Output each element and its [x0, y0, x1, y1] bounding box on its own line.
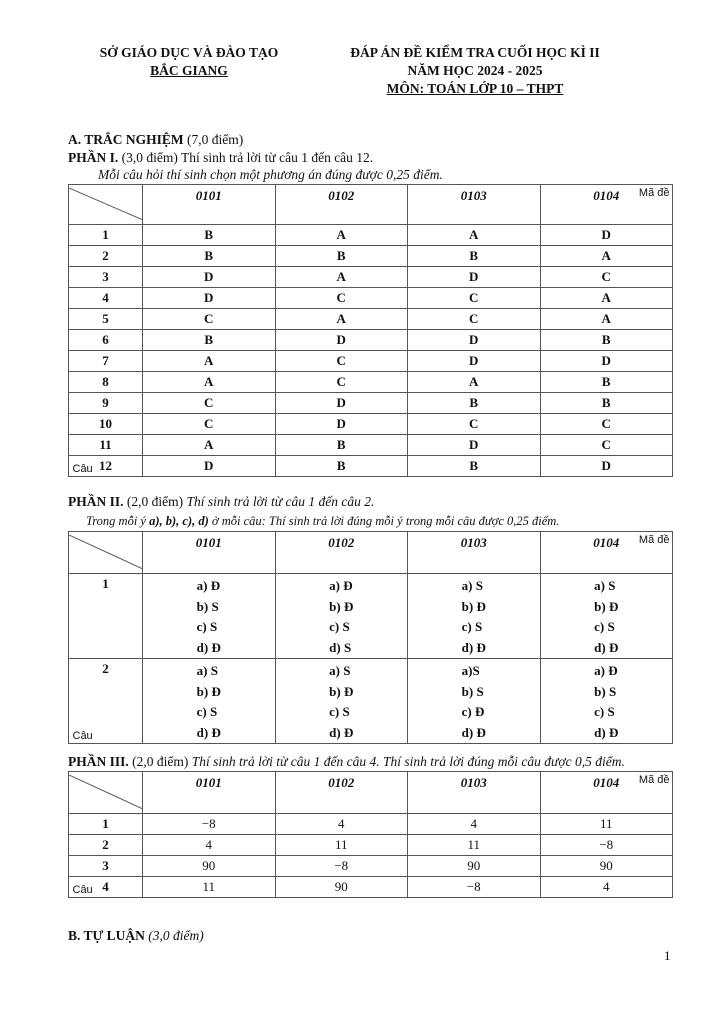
statement-answer: d) Đ	[196, 724, 221, 740]
answer-cell: A	[275, 309, 408, 330]
answer-cell: B	[540, 393, 673, 414]
answer-cell	[408, 659, 541, 744]
question-number: 10	[69, 414, 143, 435]
answer-cell: −8	[540, 835, 673, 856]
answer-cell: B	[143, 246, 276, 267]
question-number: 1	[69, 814, 143, 835]
table-corner: Mã đề Câu	[69, 532, 143, 574]
answer-cell	[143, 659, 276, 744]
answer-cell: C	[408, 414, 541, 435]
table-corner: Mã đề Câu	[69, 185, 143, 225]
answer-cell: D	[540, 225, 673, 246]
question-number: 1	[69, 574, 143, 659]
header-left	[84, 44, 294, 80]
answer-cell: D	[408, 351, 541, 372]
exam-title: ĐÁP ÁN ĐỀ KIỂM TRA CUỐI HỌC KÌ II	[350, 45, 600, 60]
statement-answer: c) S	[196, 704, 218, 719]
code-header: 0101	[143, 772, 276, 814]
table-row	[69, 456, 673, 477]
statement-answer: d) Đ	[196, 639, 221, 655]
answer-cell: A	[143, 435, 276, 456]
code-header: 0101	[143, 532, 276, 574]
question-number: 11	[69, 435, 143, 456]
part1-note: Mỗi câu hỏi thí sinh chọn một phương án đúng được 0,25 điểm.	[98, 167, 443, 182]
table-row	[69, 835, 673, 856]
code-header: 0101	[143, 185, 276, 225]
answer-cell: A	[275, 225, 408, 246]
section-a-heading: A. TRẮC NGHIỆM (7,0 điểm)	[68, 132, 244, 147]
statement-answer: a)S	[461, 663, 480, 678]
question-number: 5	[69, 309, 143, 330]
answer-cell: B	[408, 456, 541, 477]
answer-cell: D	[143, 456, 276, 477]
answer-cell	[143, 574, 276, 659]
answer-cell: 90	[143, 856, 276, 877]
part1-answer-table	[68, 184, 673, 477]
part1-heading: PHẦN I. (3,0 điểm) Thí sinh trả lời từ câu 1 đến câu 12.	[68, 150, 374, 165]
answer-cell: C	[143, 309, 276, 330]
answer-cell: A	[408, 372, 541, 393]
part3-heading: PHẦN III. (2,0 điểm) Thí sinh trả lời từ câu 1 đến câu 4. Thí sinh trả lời đúng mỗi câu được 0,5 điểm.	[68, 754, 625, 769]
part2-answer-table	[68, 531, 673, 744]
answer-cell: 4	[275, 814, 408, 835]
question-number: 8	[69, 372, 143, 393]
statement-answer: d) Đ	[461, 724, 486, 740]
header-right	[330, 44, 620, 98]
answer-cell: D	[275, 414, 408, 435]
code-header: 0102	[275, 772, 408, 814]
answer-cell: B	[408, 393, 541, 414]
answer-cell: D	[143, 288, 276, 309]
code-header: 0104	[540, 185, 673, 225]
answer-cell: B	[540, 330, 673, 351]
answer-cell: 11	[540, 814, 673, 835]
statement-answer: b) Đ	[196, 683, 221, 699]
part2-note: Trong mỗi ý a), b), c), d) ở mỗi câu: Thí sinh trả lời đúng mỗi ý trong mỗi câu được 0,25 điểm.	[86, 514, 560, 528]
part2-heading: PHẦN II. (2,0 điểm) Thí sinh trả lời từ câu 1 đến câu 2.	[68, 494, 375, 509]
question-number: 12	[69, 456, 143, 477]
answer-cell: 11	[275, 835, 408, 856]
answer-cell: B	[143, 330, 276, 351]
table-row	[69, 246, 673, 267]
answer-cell	[540, 659, 673, 744]
answer-cell: C	[540, 267, 673, 288]
table-row	[69, 288, 673, 309]
answer-cell: C	[408, 288, 541, 309]
table-row	[69, 877, 673, 898]
answer-cell: D	[408, 435, 541, 456]
answer-cell: 4	[540, 877, 673, 898]
answer-cell: D	[275, 330, 408, 351]
part3-answer-table	[68, 771, 673, 898]
answer-cell	[275, 574, 408, 659]
answer-cell: A	[540, 246, 673, 267]
statement-answer: d) Đ	[461, 639, 486, 655]
statement-answer: d) Đ	[329, 724, 354, 740]
answer-cell: C	[275, 351, 408, 372]
table-row	[69, 574, 673, 659]
answer-cell: D	[275, 393, 408, 414]
answer-cell: 11	[408, 835, 541, 856]
answer-cell: A	[408, 225, 541, 246]
answer-cell: C	[143, 393, 276, 414]
statement-answer: b) S	[196, 598, 219, 614]
answer-cell: B	[143, 225, 276, 246]
section-a-points: (7,0 điểm)	[187, 132, 244, 147]
code-header: 0103	[408, 532, 541, 574]
code-header: 0104	[540, 772, 673, 814]
section-b-heading: B. TỰ LUẬN (3,0 điểm)	[68, 928, 204, 943]
answer-cell: D	[143, 267, 276, 288]
table-row	[69, 351, 673, 372]
question-number: 2	[69, 835, 143, 856]
answer-cell: 90	[540, 856, 673, 877]
answer-cell: B	[540, 372, 673, 393]
table-row	[69, 225, 673, 246]
question-number: 2	[69, 659, 143, 744]
answer-cell: D	[540, 351, 673, 372]
statement-answer: c) S	[594, 704, 615, 719]
answer-cell: C	[275, 372, 408, 393]
answer-cell	[275, 659, 408, 744]
statement-answer: c) S	[329, 704, 350, 719]
statement-answer: c) S	[594, 619, 615, 634]
question-number: 2	[69, 246, 143, 267]
answer-cell: A	[275, 267, 408, 288]
statement-answer: d) Đ	[594, 639, 619, 655]
question-number: 4	[69, 877, 143, 898]
statement-answer: a) Đ	[594, 663, 618, 678]
answer-cell: 11	[143, 877, 276, 898]
answer-cell: −8	[143, 814, 276, 835]
answer-cell: 4	[408, 814, 541, 835]
answer-cell: 90	[275, 877, 408, 898]
statement-answer: a) S	[594, 578, 616, 593]
subject-line: MÔN: TOÁN LỚP 10 – THPT	[386, 81, 564, 96]
answer-cell: D	[408, 267, 541, 288]
table-row	[69, 309, 673, 330]
statement-answer: b) Đ	[461, 598, 486, 614]
table-row	[69, 267, 673, 288]
answer-cell: 4	[143, 835, 276, 856]
answer-cell: B	[275, 246, 408, 267]
answer-cell: A	[540, 309, 673, 330]
code-header: 0102	[275, 532, 408, 574]
statement-answer: b) Đ	[329, 683, 354, 699]
department-name: SỞ GIÁO DỤC VÀ ĐÀO TẠO	[99, 45, 279, 60]
code-header: 0102	[275, 185, 408, 225]
statement-answer: a) S	[196, 663, 218, 678]
table-row	[69, 372, 673, 393]
question-number: 7	[69, 351, 143, 372]
table-row	[69, 659, 673, 744]
answer-cell: B	[275, 435, 408, 456]
answer-cell: −8	[275, 856, 408, 877]
question-number: 1	[69, 225, 143, 246]
code-header: 0103	[408, 185, 541, 225]
answer-cell: B	[408, 246, 541, 267]
question-number: 3	[69, 856, 143, 877]
code-header: 0104	[540, 532, 673, 574]
statement-answer: c) Đ	[461, 704, 485, 719]
answer-cell: C	[408, 309, 541, 330]
statement-answer: b) S	[594, 683, 617, 699]
province-name: BẮC GIANG	[150, 63, 228, 78]
school-year: NĂM HỌC 2024 - 2025	[407, 63, 543, 78]
answer-cell: C	[143, 414, 276, 435]
answer-cell: D	[408, 330, 541, 351]
answer-cell	[408, 574, 541, 659]
statement-answer: a) Đ	[329, 578, 353, 593]
answer-cell: C	[275, 288, 408, 309]
answer-cell: C	[540, 435, 673, 456]
answer-cell: A	[540, 288, 673, 309]
question-number: 4	[69, 288, 143, 309]
answer-cell	[540, 574, 673, 659]
table-row	[69, 856, 673, 877]
statement-answer: b) Đ	[594, 598, 619, 614]
code-header: 0103	[408, 772, 541, 814]
answer-cell: A	[143, 372, 276, 393]
statement-answer: d) S	[329, 639, 352, 655]
statement-answer: b) S	[461, 683, 484, 699]
table-corner: Mã đề Câu	[69, 772, 143, 814]
question-number: 9	[69, 393, 143, 414]
statement-answer: c) S	[329, 619, 350, 634]
question-number: 6	[69, 330, 143, 351]
statement-answer: c) S	[196, 619, 218, 634]
table-row	[69, 393, 673, 414]
table-row	[69, 330, 673, 351]
table-row	[69, 435, 673, 456]
question-number: 3	[69, 267, 143, 288]
statement-answer: b) Đ	[329, 598, 354, 614]
answer-cell: D	[540, 456, 673, 477]
statement-answer: a) Đ	[196, 578, 221, 593]
answer-cell: −8	[408, 877, 541, 898]
answer-cell: C	[540, 414, 673, 435]
table-row	[69, 814, 673, 835]
statement-answer: a) S	[461, 578, 483, 593]
table-row	[69, 414, 673, 435]
statement-answer: c) S	[461, 619, 483, 634]
answer-cell: 90	[408, 856, 541, 877]
answer-cell: B	[275, 456, 408, 477]
statement-answer: d) Đ	[594, 724, 619, 740]
answer-cell: A	[143, 351, 276, 372]
page-number: 1	[664, 948, 671, 963]
statement-answer: a) S	[329, 663, 351, 678]
